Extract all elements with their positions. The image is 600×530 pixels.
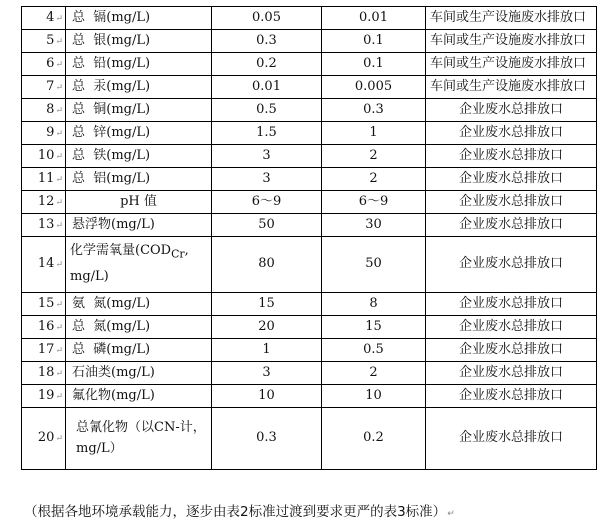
row-number-cell: 7↵: [22, 76, 66, 99]
limit-value-2: 30: [322, 214, 426, 237]
table-footnote: （根据各地环境承载能力，逐步由表2标准过渡到要求更严的表3标准）↵: [24, 504, 455, 520]
item-name: 总 铜(mg/L): [72, 101, 151, 117]
item-cell: [66, 145, 212, 168]
item-name: 总 锌(mg/L): [72, 124, 151, 140]
item-cell: [66, 7, 212, 30]
limit-value-2: 10: [322, 385, 426, 408]
row-number-cell: 19↵: [22, 385, 66, 408]
limit-value-2: 1: [322, 122, 426, 145]
row-number: 8: [46, 101, 55, 117]
item-cell: [66, 168, 212, 191]
table-row: [22, 30, 597, 53]
item-cell: [66, 214, 212, 237]
row-number: 15: [37, 295, 55, 311]
limit-value-2: 6～9: [322, 191, 426, 214]
monitoring-location: 企业废水总排放口: [426, 316, 597, 339]
item-cell: [66, 293, 212, 316]
row-number-cell: 13↵: [22, 214, 66, 237]
table-row: [22, 122, 597, 145]
monitoring-location: 企业废水总排放口: [426, 362, 597, 385]
row-number-cell: 4↵: [22, 7, 66, 30]
table-row: [22, 53, 597, 76]
table-row: [22, 145, 597, 168]
row-number: 5: [46, 32, 55, 48]
item-cell: [66, 339, 212, 362]
item-cell: [66, 408, 212, 470]
item-name: 总 磷(mg/L): [72, 341, 151, 357]
limit-value-2: 15: [322, 316, 426, 339]
limit-value-2: 0.1: [322, 30, 426, 53]
item-name: 总 汞(mg/L): [72, 78, 151, 94]
monitoring-location: 企业废水总排放口: [426, 408, 597, 470]
monitoring-location: 企业废水总排放口: [426, 122, 597, 145]
item-cell: [66, 99, 212, 122]
row-number-cell: 20↵: [22, 408, 66, 470]
item-name: 总氰化物（以CN-计，mg/L）: [76, 419, 206, 456]
pollutant-limits-table: [21, 6, 597, 470]
row-number-cell: 8↵: [22, 99, 66, 122]
row-number: 12: [37, 193, 55, 209]
limit-value-1: 50: [212, 214, 322, 237]
monitoring-location: 企业废水总排放口: [426, 145, 597, 168]
monitoring-location: 企业废水总排放口: [426, 237, 597, 293]
limit-value-1: 20: [212, 316, 322, 339]
limit-value-1: 0.5: [212, 99, 322, 122]
row-number: 7: [46, 78, 55, 94]
item-name: 总 氮(mg/L): [72, 318, 151, 334]
row-number-cell: 5↵: [22, 30, 66, 53]
table-row: [22, 339, 597, 362]
item-cell: [66, 237, 212, 293]
monitoring-location: 企业废水总排放口: [426, 385, 597, 408]
row-number-cell: 12↵: [22, 191, 66, 214]
limit-value-2: 0.5: [322, 339, 426, 362]
table-row: [22, 99, 597, 122]
table-row: [22, 408, 597, 470]
row-number-cell: 11↵: [22, 168, 66, 191]
item-name-tail: , mg/L): [70, 243, 189, 285]
monitoring-location: 企业废水总排放口: [426, 191, 597, 214]
table-row: [22, 76, 597, 99]
row-number-cell: 18↵: [22, 362, 66, 385]
limit-value-2: 0.1: [322, 53, 426, 76]
row-number: 6: [46, 55, 55, 71]
row-number-cell: 10↵: [22, 145, 66, 168]
item-name: 石油类(mg/L): [72, 364, 155, 380]
monitoring-location: 车间或生产设施废水排放口: [426, 7, 597, 30]
item-name: 总 铁(mg/L): [72, 147, 151, 163]
item-name: 总 镉(mg/L): [72, 9, 151, 25]
item-cell: [66, 385, 212, 408]
row-number-cell: 16↵: [22, 316, 66, 339]
table-row: [22, 214, 597, 237]
limit-value-1: 0.2: [212, 53, 322, 76]
item-cell: [66, 191, 212, 214]
limit-value-1: 0.3: [212, 408, 322, 470]
row-number-cell: 17↵: [22, 339, 66, 362]
item-cell: [66, 122, 212, 145]
limit-value-1: 10: [212, 385, 322, 408]
limit-value-2: 2: [322, 145, 426, 168]
limit-value-2: 0.005: [322, 76, 426, 99]
limit-value-2: 50: [322, 237, 426, 293]
table-row: [22, 237, 597, 293]
table-row: [22, 385, 597, 408]
row-number: 16: [37, 318, 55, 334]
row-number-cell: 9↵: [22, 122, 66, 145]
item-cell: [66, 76, 212, 99]
item-name: pH 值: [120, 193, 157, 209]
monitoring-location: 车间或生产设施废水排放口: [426, 53, 597, 76]
row-number-cell: 6↵: [22, 53, 66, 76]
monitoring-location: 车间或生产设施废水排放口: [426, 30, 597, 53]
row-number: 14: [37, 256, 55, 272]
row-number: 20: [37, 430, 55, 446]
limit-value-1: 6～9: [212, 191, 322, 214]
footnote-text: （根据各地环境承载能力，逐步由表2标准过渡到要求更严的表3标准）: [24, 504, 447, 520]
item-cell: [66, 30, 212, 53]
monitoring-location: 企业废水总排放口: [426, 339, 597, 362]
limit-value-2: 0.3: [322, 99, 426, 122]
monitoring-location: 车间或生产设施废水排放口: [426, 76, 597, 99]
row-number: 17: [37, 341, 55, 357]
item-name: 总 银(mg/L): [72, 32, 151, 48]
monitoring-location: 企业废水总排放口: [426, 293, 597, 316]
limit-value-1: 0.01: [212, 76, 322, 99]
row-number: 9: [46, 124, 55, 140]
monitoring-location: 企业废水总排放口: [426, 168, 597, 191]
item-name: 总 铝(mg/L): [72, 170, 151, 186]
limit-value-1: 15: [212, 293, 322, 316]
table-row: [22, 316, 597, 339]
item-cell: [66, 53, 212, 76]
item-name: 氨 氮(mg/L): [72, 295, 151, 311]
item-name: 氟化物(mg/L): [72, 387, 155, 403]
row-number-cell: 14↵: [22, 237, 66, 293]
row-number: 13: [37, 216, 55, 232]
row-number: 10: [37, 147, 55, 163]
limit-value-1: 80: [212, 237, 322, 293]
limit-value-2: 2: [322, 362, 426, 385]
monitoring-location: 企业废水总排放口: [426, 214, 597, 237]
limit-value-1: 0.3: [212, 30, 322, 53]
limit-value-2: 0.2: [322, 408, 426, 470]
row-number: 11: [37, 170, 55, 186]
table-row: [22, 191, 597, 214]
item-name: 悬浮物(mg/L): [72, 216, 155, 232]
row-number: 4: [46, 9, 55, 25]
item-cell: [66, 362, 212, 385]
limit-value-2: 0.01: [322, 7, 426, 30]
item-cell: [66, 316, 212, 339]
limit-value-1: 3: [212, 145, 322, 168]
monitoring-location: 企业废水总排放口: [426, 99, 597, 122]
limit-value-2: 2: [322, 168, 426, 191]
table-row: [22, 293, 597, 316]
item-name: 总 铅(mg/L): [72, 55, 151, 71]
table-row: [22, 168, 597, 191]
limit-value-1: 0.05: [212, 7, 322, 30]
item-subscript: Cr: [171, 247, 185, 261]
item-name: 化学需氧量(COD: [70, 243, 172, 259]
limit-value-2: 8: [322, 293, 426, 316]
row-number: 19: [37, 387, 55, 403]
table-row: [22, 362, 597, 385]
row-number-cell: 15↵: [22, 293, 66, 316]
limit-value-1: 1: [212, 339, 322, 362]
limit-value-1: 3: [212, 168, 322, 191]
table-row: [22, 7, 597, 30]
row-number: 18: [37, 364, 55, 380]
limit-value-1: 1.5: [212, 122, 322, 145]
limit-value-1: 3: [212, 362, 322, 385]
